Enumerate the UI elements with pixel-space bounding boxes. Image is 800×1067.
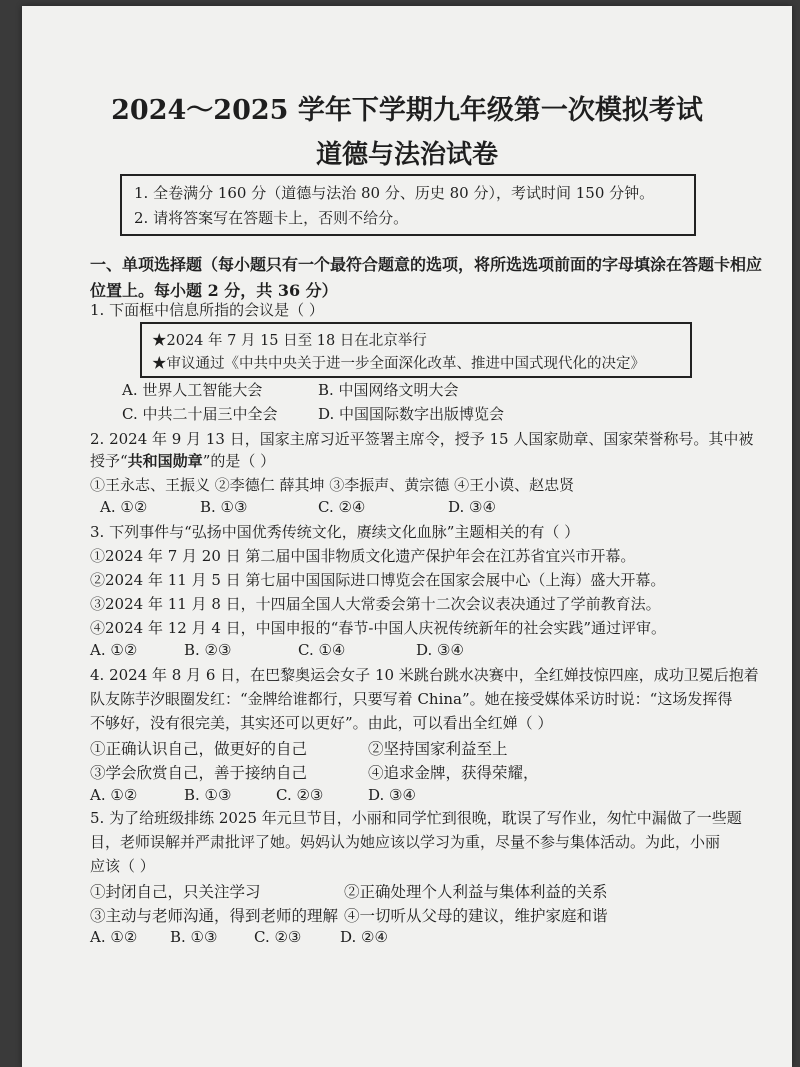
q2-medal-name: 共和国勋章: [127, 452, 203, 470]
q4-item-3: ③学会欣赏自己，善于接纳自己: [90, 764, 308, 782]
exam-subtitle: 道德与法治试卷: [315, 140, 498, 170]
q1-option-c: C. 中共二十届三中全会: [122, 405, 278, 423]
q5-option-b: B. ①③: [170, 928, 218, 946]
q3-option-b: B. ②③: [184, 641, 232, 659]
q3-option-a: A. ①②: [90, 641, 138, 659]
exam-title: 2024～2025 学年下学期九年级第一次模拟考试: [111, 95, 703, 126]
q3-item-4: ④2024 年 12 月 4 日，中国申报的“春节-中国人庆祝传统新年的社会实践”通过评审。: [90, 619, 667, 637]
q3-stem: 3. 下列事件与“弘扬中国优秀传统文化，赓续文化血脉”主题相关的有（ ）: [90, 523, 580, 541]
q5-item-3: ③主动与老师沟通，得到老师的理解: [90, 907, 339, 925]
q2-option-c: C. ②④: [318, 498, 366, 516]
q3-item-3: ③2024 年 11 月 8 日，十四届全国人大常委会第十二次会议表决通过了学前教育法。: [90, 595, 661, 613]
q5-option-c: C. ②③: [254, 928, 302, 946]
q5-item-1: ①封闭自己，只关注学习: [90, 883, 261, 901]
notice-line-2: 2. 请将答案写在答题卡上，否则不给分。: [134, 209, 409, 227]
notice-line-1: 1. 全卷满分 160 分（道德与法治 80 分、历史 80 分），考试时间 150 分钟。: [134, 184, 655, 202]
exam-paper: [22, 6, 792, 1067]
q2-option-a: A. ①②: [100, 498, 148, 516]
q4-stem-line-2: 队友陈芋汐眼圈发红：“金牌给谁都行，只要写着 China”。她在接受媒体采访时说：“这场发挥得: [90, 690, 733, 708]
q4-stem-line-3: 不够好，没有很完美，其实还可以更好”。由此，可以看出全红婵（ ）: [90, 714, 553, 732]
q4-item-2: ②坚持国家利益至上: [368, 740, 508, 758]
q1-info-box: [140, 322, 692, 378]
q5-stem-line-2: 目，老师误解并严肃批评了她。妈妈认为她应该以学习为重，尽量不参与集体活动。为此，小丽: [90, 833, 721, 851]
q5-item-4: ④一切听从父母的建议，维护家庭和谐: [344, 907, 608, 925]
section-heading-line-2: 位置上。每小题 2 分，共 36 分）: [90, 281, 338, 300]
q1-box-line-2: ★审议通过《中共中央关于进一步全面深化改革、推进中国式现代化的决定》: [152, 356, 645, 372]
q4-option-d: D. ③④: [368, 786, 416, 804]
q5-item-2: ②正确处理个人利益与集体利益的关系: [344, 883, 608, 901]
q4-option-a: A. ①②: [90, 786, 138, 804]
q5-stem-line-1: 5. 为了给班级排练 2025 年元旦节目，小丽和同学忙到很晚，耽误了写作业，匆忙中漏做了一些题: [90, 809, 742, 827]
q2-stem-line-2: 授予“共和国勋章”的是（ ）: [90, 452, 276, 470]
q5-option-d: D. ②④: [340, 928, 388, 946]
q4-option-b: B. ①③: [184, 786, 232, 804]
q5-stem-line-3: 应该（ ）: [90, 857, 155, 875]
q1-box-line-1: ★2024 年 7 月 15 日至 18 日在北京举行: [152, 333, 427, 349]
q5-option-a: A. ①②: [90, 928, 138, 946]
notice-box: [120, 174, 696, 236]
q2-items: ①王永志、王振义 ②李德仁 薛其坤 ③李振声、黄宗德 ④王小谟、赵忠贤: [90, 476, 575, 494]
q2-stem-line-1: 2. 2024 年 9 月 13 日，国家主席习近平签署主席令，授予 15 人国家勋章、国家荣誉称号。其中被: [90, 430, 754, 448]
q4-option-c: C. ②③: [276, 786, 324, 804]
q1-option-d: D. 中国国际数字出版博览会: [318, 405, 505, 423]
q3-item-1: ①2024 年 7 月 20 日 第二届中国非物质文化遗产保护年会在江苏省宜兴市开幕。: [90, 547, 636, 565]
q1-stem: 1. 下面框中信息所指的会议是（ ）: [90, 301, 324, 319]
q1-option-b: B. 中国网络文明大会: [318, 381, 459, 399]
q4-stem-line-1: 4. 2024 年 8 月 6 日，在巴黎奥运会女子 10 米跳台跳水决赛中，全红婵技惊四座，成功卫冕后抱着: [90, 666, 759, 684]
q2-option-b: B. ①③: [200, 498, 248, 516]
q3-item-2: ②2024 年 11 月 5 日 第七届中国国际进口博览会在国家会展中心（上海）盛大开幕。: [90, 571, 666, 589]
section-heading-line-1: 一、单项选择题（每小题只有一个最符合题意的选项，将所选选项前面的字母填涂在答题卡相应: [90, 255, 763, 274]
q3-option-d: D. ③④: [416, 641, 464, 659]
q3-option-c: C. ①④: [298, 641, 346, 659]
q4-item-1: ①正确认识自己，做更好的自己: [90, 740, 308, 758]
q1-option-a: A. 世界人工智能大会: [122, 381, 263, 399]
q4-item-4: ④追求金牌，获得荣耀，: [368, 764, 539, 782]
q2-option-d: D. ③④: [448, 498, 496, 516]
